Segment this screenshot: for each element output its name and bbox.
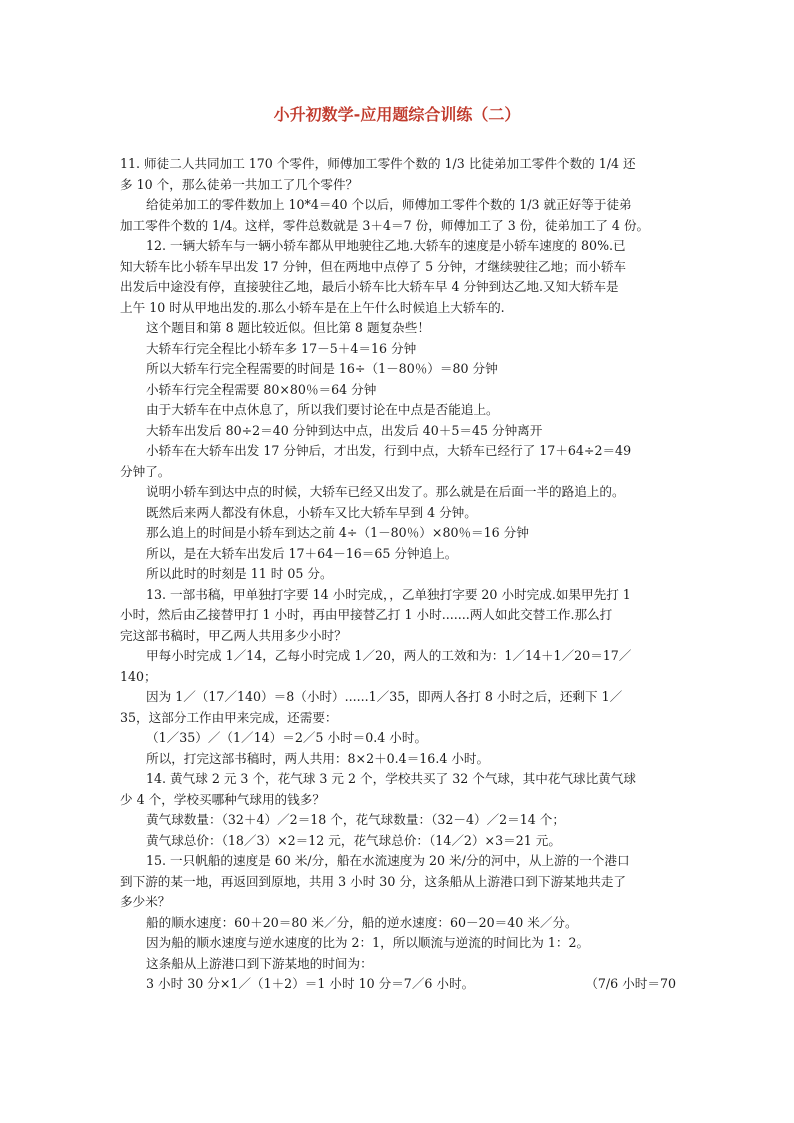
text-line: 140； xyxy=(120,668,157,684)
text-line: 黄气球总价：（18／3）×2＝12 元，花气球总价：（14／2）×3＝21 元。 xyxy=(146,832,561,848)
text-line: 因为船的顺水速度与逆水速度的比为 2：1，所以顺流与逆流的时间比为 1：2。 xyxy=(146,935,590,950)
page-title: 小升初数学-应用题综合训练（二） xyxy=(273,105,521,124)
text-line: 所以大轿车行完全程需要的时间是 16÷（1－80％）＝80 分钟 xyxy=(146,361,498,376)
text-line: 多少米？ xyxy=(120,894,171,909)
text-line: 给徒弟加工的零件数加上 10*4＝40 个以后，师傅加工零件个数的 1/3 就正好等于徒弟 xyxy=(146,197,632,212)
text-line: 说明小轿车到达中点的时候，大轿车已经又出发了。那么就是在后面一半的路追上的。 xyxy=(146,484,625,499)
text-line: 这个题目和第 8 题比较近似。但比第 8 题复杂些！ xyxy=(146,320,430,335)
text-line: 大轿车出发后 80÷2＝40 分钟到达中点，出发后 40＋5＝45 分钟离开 xyxy=(146,422,543,438)
text-line: 因为 1／（17／140）＝8（小时）......1／35，即两人各打 8 小时之后，还剩下 1／ xyxy=(146,689,623,704)
text-line: 加工零件个数的 1/4。这样，零件总数就是 3＋4＝7 份，师傅加工了 3 份，徒弟加工了 4 份。 xyxy=(120,217,650,233)
text-line: 14. 黄气球 2 元 3 个，花气球 3 元 2 个，学校共买了 32 个气球，其中花气球比黄气球 xyxy=(146,771,636,786)
text-line: 由于大轿车在中点休息了，所以我们要讨论在中点是否能追上。 xyxy=(146,402,499,417)
text-line: 完这部书稿时，甲乙两人共用多少小时？ xyxy=(120,627,347,643)
text-line: 黄气球数量：（32＋4）／2＝18 个，花气球数量：（32－4）／2＝14 个； xyxy=(146,812,565,827)
text-line: 11. 师徒二人共同加工 170 个零件，师傅加工零件个数的 1/3 比徒弟加工零件个数的 1/4 还 xyxy=(120,156,636,171)
text-line: 35，这部分工作由甲来完成，还需要： xyxy=(120,709,338,725)
text-line: 既然后来两人都没有休息，小轿车又比大轿车早到 4 分钟。 xyxy=(146,504,477,520)
text-line xyxy=(120,974,676,995)
text-line: 少 4 个，学校买哪种气球用的钱多？ xyxy=(120,791,325,807)
text-segment: 3 小时 30 分×1／（1＋2）＝1 小时 10 分＝7／6 小时。 xyxy=(146,976,475,991)
text-line: （1／35）／（1／14）＝2／5 小时＝0.4 小时。 xyxy=(146,730,428,745)
text-line: 多 10 个，那么徒弟一共加工了几个零件？ xyxy=(120,176,359,192)
text-line: 所以此时的时刻是 11 时 05 分。 xyxy=(146,566,333,581)
text-line: 13. 一部书稿，甲单独打字要 14 小时完成，，乙单独打字要 20 小时完成.如果甲先打 1 xyxy=(146,586,631,602)
text-line: 小轿车行完全程需要 80×80％＝64 分钟 xyxy=(146,381,377,397)
text-line: 15. 一只帆船的速度是 60 米/分，船在水流速度为 20 米/分的河中，从上游的一个港口 xyxy=(146,853,630,868)
text-line: 12. 一辆大轿车与一辆小轿车都从甲地驶往乙地.大轿车的速度是小轿车速度的 80%.已 xyxy=(146,238,626,253)
text-segment: （7/6 小时＝70 xyxy=(585,976,676,991)
text-line: 那么追上的时间是小轿车到达之前 4÷（1－80％）×80％＝16 分钟 xyxy=(146,525,529,540)
text-line: 分钟了。 xyxy=(120,463,171,479)
text-line: 甲每小时完成 1／14，乙每小时完成 1／20，两人的工效和为：1／14＋1／20＝17／ xyxy=(146,648,632,663)
text-line: 知大轿车比小轿车早出发 17 分钟，但在两地中点停了 5 分钟，才继续驶往乙地；而小轿车 xyxy=(120,258,627,274)
text-line: 这条船从上游港口到下游某地的时间为： xyxy=(146,955,373,971)
text-line: 所以，是在大轿车出发后 17＋64－16＝65 分钟追上。 xyxy=(146,545,458,561)
text-line: 小轿车在大轿车出发 17 分钟后，才出发，行到中点，大轿车已经行了 17＋64÷2＝49 xyxy=(146,443,632,458)
text-line: 上午 10 时从甲地出发的.那么小轿车是在上午什么时候追上大轿车的. xyxy=(120,299,505,315)
text-line: 所以，打完这部书稿时，两人共用：8×2＋0.4＝16.4 小时。 xyxy=(146,750,490,766)
text-line: 小时，然后由乙接替甲打 1 小时，再由甲接替乙打 1 小时.......两人如此交替工作.那么打 xyxy=(120,607,613,622)
text-line: 船的顺水速度：60＋20＝80 米／分，船的逆水速度：60－20＝40 米／分。 xyxy=(146,914,578,930)
text-line: 大轿车行完全程比小轿车多 17－5＋4＝16 分钟 xyxy=(146,340,417,356)
text-line: 出发后中途没有停，直接驶往乙地，最后小轿车比大轿车早 4 分钟到达乙地.又知大轿车是 xyxy=(120,279,619,294)
document-body xyxy=(120,154,676,995)
text-line: 到下游的某一地，再返回到原地，共用 3 小时 30 分，这条船从上游港口到下游某地共走了 xyxy=(120,873,627,889)
